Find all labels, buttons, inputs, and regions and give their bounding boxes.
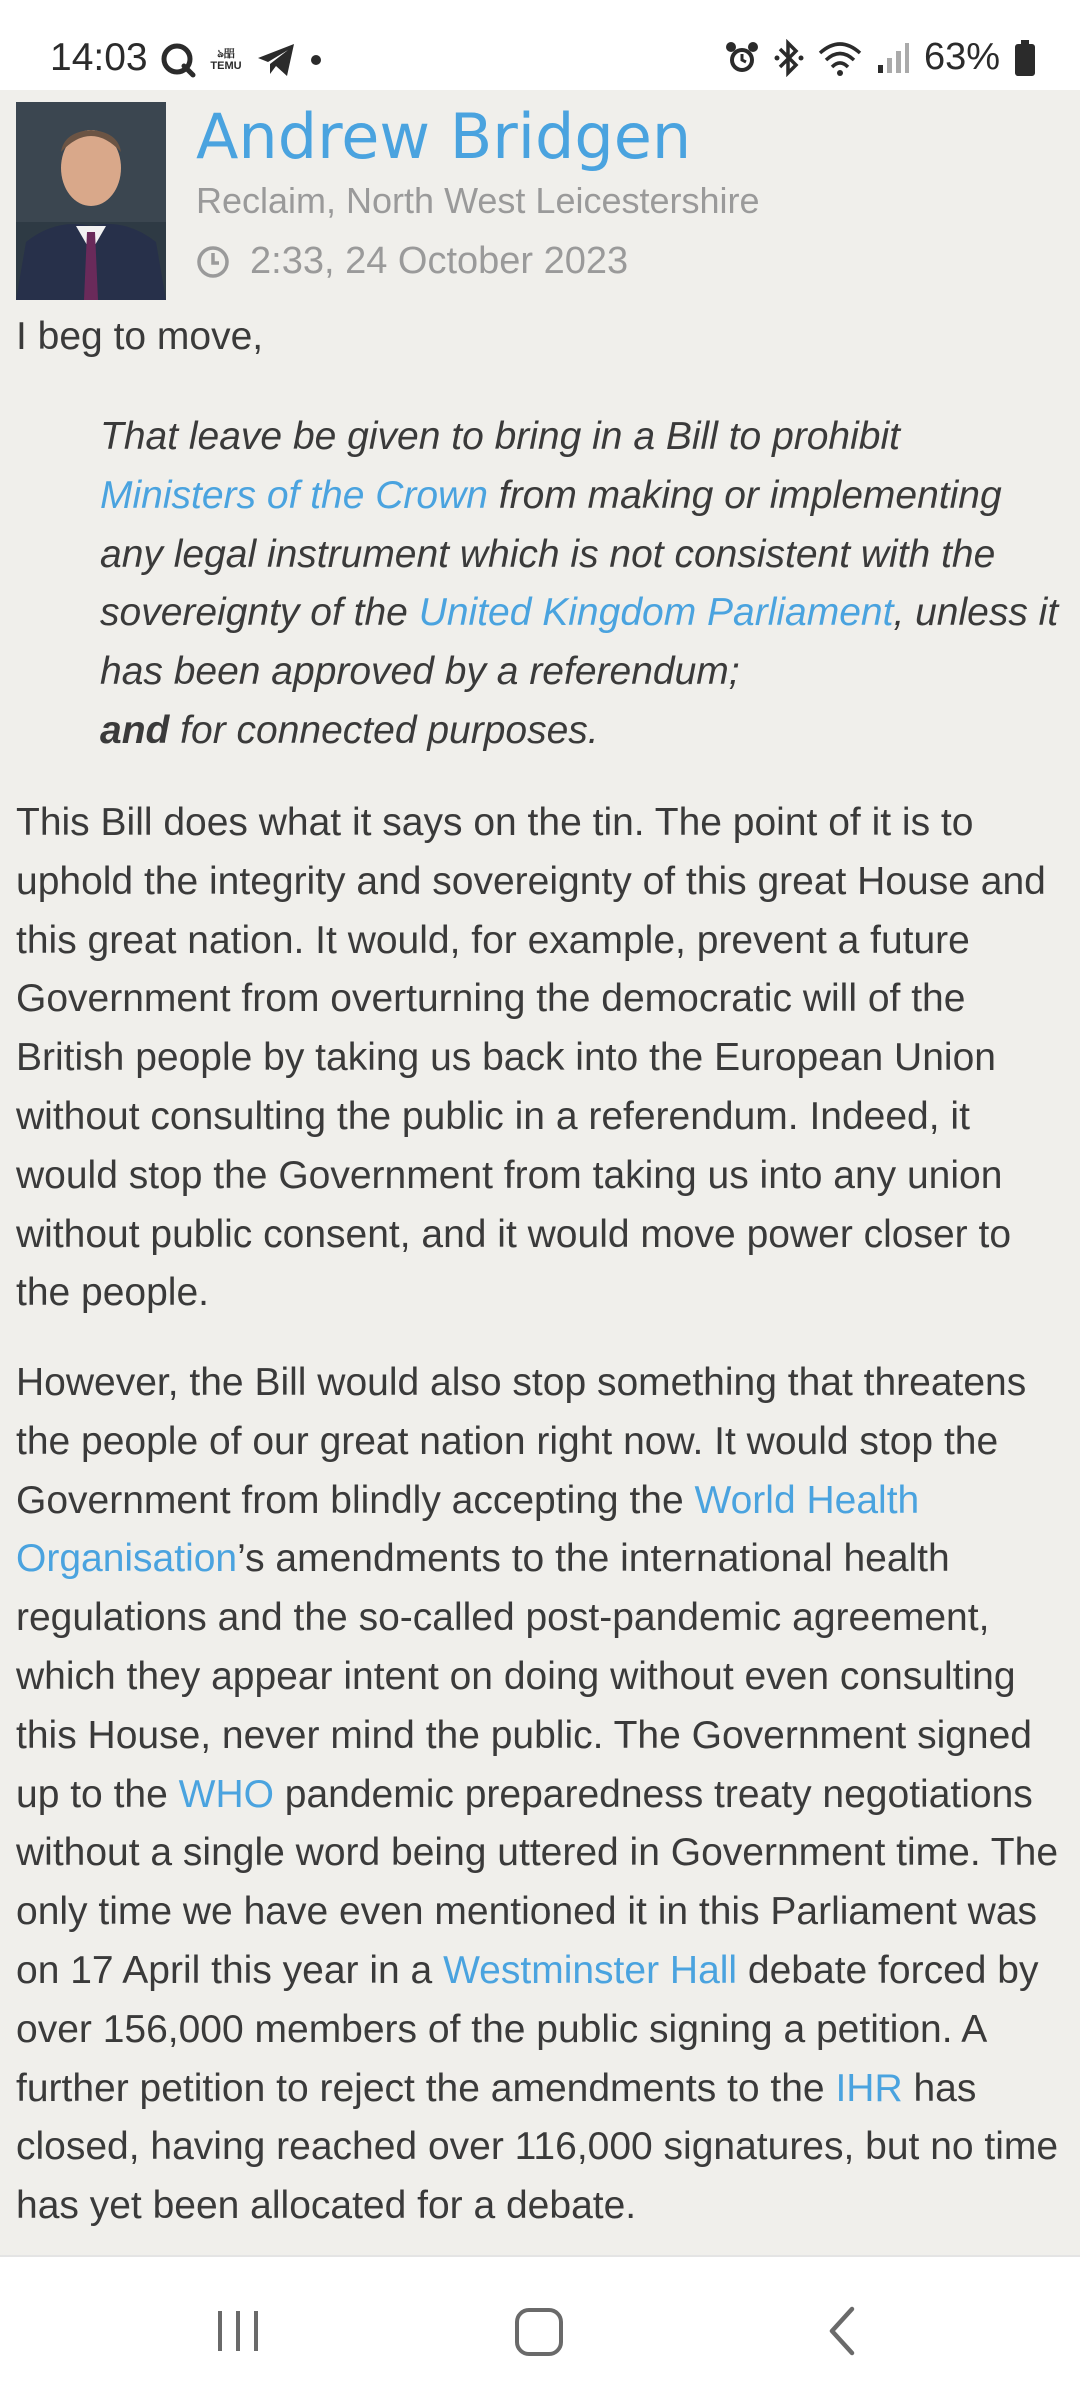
signal-icon (876, 41, 910, 75)
link-world-health-organisation[interactable]: World Health Organisation (16, 1478, 920, 1581)
speech-timestamp[interactable] (196, 240, 628, 283)
home-icon[interactable] (512, 2301, 568, 2361)
recent-apps-icon[interactable] (214, 2301, 264, 2361)
motion-part-2: from making or implementing any legal instrument which is not consistent with the sovereignty of the (100, 473, 1002, 635)
para2-part-2: ’s amendments to the international health regulations and the so-called post-pandemic agreement, which they appear intent on doing without even consulting this House, never mind the public. The Government signed up to the (16, 1537, 1032, 1816)
temu-icon: ঌ㗊 TEMU (210, 48, 242, 72)
alarm-icon (724, 40, 760, 76)
back-icon[interactable] (822, 2301, 862, 2361)
wifi-icon (818, 39, 862, 77)
speaker-name[interactable]: Andrew Bridgen (196, 100, 692, 173)
speaker-photo[interactable] (16, 102, 166, 300)
q-app-icon (160, 42, 196, 78)
motion-and: and (100, 708, 170, 752)
link-westminster-hall[interactable]: Westminster Hall (443, 1948, 738, 1992)
dot-icon (306, 50, 326, 70)
speech-content[interactable] (0, 90, 1080, 2255)
battery-percent: 63% (923, 36, 1000, 78)
link-united-kingdom-parliament[interactable]: United Kingdom Parliament (418, 591, 894, 635)
system-icons (724, 36, 1036, 79)
system-navigation-bar (0, 2255, 1080, 2402)
para2-part-1: However, the Bill would also stop something that threatens the people of our great nation right now. It would stop the Government from blindly accepting the (16, 1361, 1027, 1522)
status-bar (0, 0, 1080, 90)
link-who[interactable]: WHO (178, 1772, 274, 1816)
opening-line: I beg to move, (16, 315, 264, 358)
speaker-party: Reclaim, North West Leicestershire (196, 180, 760, 221)
motion-part-4: for connected purposes. (169, 708, 599, 752)
motion-part-1: That leave be given to bring in a Bill to prohibit (100, 415, 900, 458)
para2-part-4: debate forced by over 156,000 members of the public signing a petition. A further petition to reject the amendments to the (16, 1948, 1039, 2110)
paragraph-2 (16, 1354, 1066, 2236)
bluetooth-icon (774, 39, 804, 77)
telegram-icon (256, 42, 296, 78)
para2-part-3: pandemic preparedness treaty negotiations without a single word being uttered in Government time. The only time we have even mentioned it in this Parliament was on 17 April this year in a (16, 1772, 1059, 1992)
motion-text (100, 408, 1060, 761)
para2-part-5: has closed, having reached over 116,000 signatures, but no time has yet been allocated for a debate. (16, 2066, 1059, 2228)
battery-icon (1014, 39, 1036, 77)
clock-icon (196, 245, 230, 279)
link-ihr[interactable]: IHR (835, 2066, 903, 2110)
timestamp-text: 2:33, 24 October 2023 (250, 240, 629, 282)
status-time: 14:03 (50, 36, 148, 79)
link-ministers-of-the-crown[interactable]: Ministers of the Crown (100, 473, 488, 517)
notification-icons (160, 38, 326, 82)
motion-part-3: , unless it has been approved by a referendum; (100, 591, 1059, 694)
paragraph-1: This Bill does what it says on the tin. The point of it is to uphold the integrity and sovereignty of this great House and this great nation. It would, for example, prevent a future Government from overturning the democratic will of the British people by taking us back into the European Union without consulting the public in a referendum. Indeed, it would stop the Government from taking us into any union without public consent, and it would move power closer to the people. (16, 801, 1046, 1315)
